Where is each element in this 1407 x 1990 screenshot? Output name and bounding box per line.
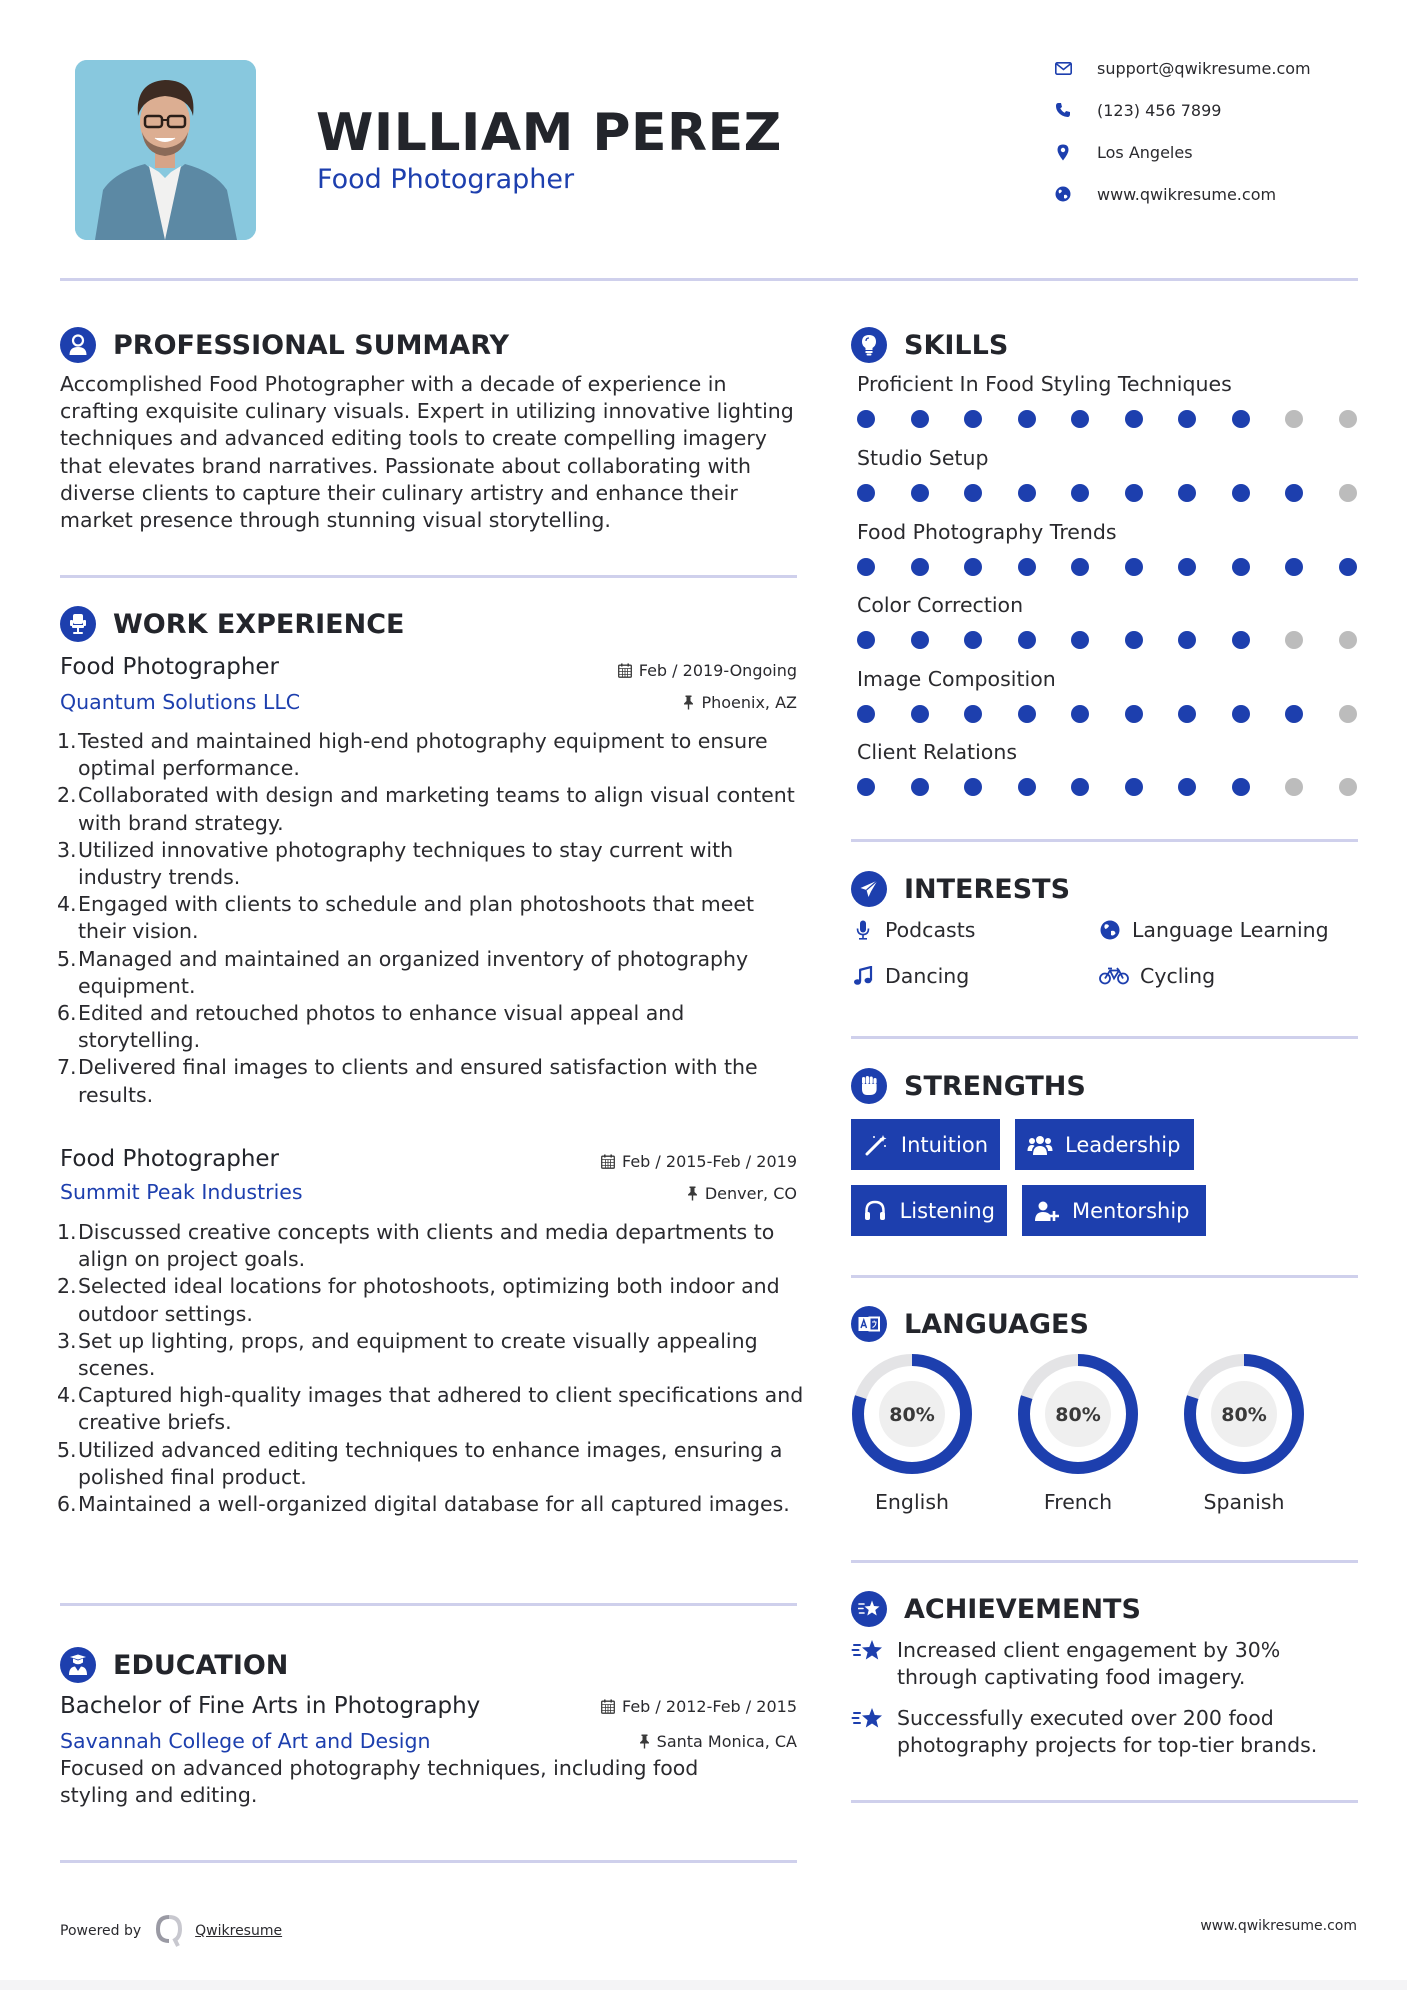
rating-dot-filled — [911, 410, 929, 428]
job-2-bullet: 3. Set up lighting, props, and equipment to create visually appealing scenes. — [57, 1328, 758, 1381]
interest-label: Language Learning — [1132, 918, 1329, 942]
languages-divider — [851, 1560, 1358, 1563]
calendar-icon — [601, 1154, 615, 1169]
location-text: Los Angeles — [1097, 142, 1193, 162]
job-2-dates — [601, 1152, 797, 1171]
interest-label: Podcasts — [885, 918, 976, 942]
rating-dot-empty — [1339, 484, 1357, 502]
strength-leadership — [1015, 1119, 1194, 1170]
translate-icon — [851, 1306, 887, 1342]
rating-dot-empty — [1339, 778, 1357, 796]
chair-icon — [60, 606, 96, 642]
footer-website[interactable]: www.qwikresume.com — [1200, 1918, 1357, 1934]
users-icon — [1027, 1132, 1053, 1158]
rating-dot-filled — [1125, 410, 1143, 428]
rating-dot-filled — [1178, 558, 1196, 576]
strengths-divider — [851, 1275, 1358, 1278]
skill-item — [857, 372, 1357, 428]
rating-dot-filled — [1285, 558, 1303, 576]
calendar-icon — [618, 663, 632, 678]
rating-dot-empty — [1285, 778, 1303, 796]
magic-wand-icon — [863, 1132, 889, 1158]
languages-title: LANGUAGES — [904, 1308, 1089, 1340]
rating-dot-empty — [1339, 410, 1357, 428]
job-1-bullet: 3. Utilized innovative photography techniques to stay current with industry trends. — [57, 837, 734, 890]
skill-label: Image Composition — [857, 667, 1056, 691]
strength-label: Leadership — [1065, 1132, 1181, 1157]
language-label: English — [874, 1490, 950, 1514]
strengths-title: STRENGTHS — [904, 1070, 1086, 1102]
rating-dot-filled — [1178, 631, 1196, 649]
rating-dot-filled — [964, 778, 982, 796]
achievements-title: ACHIEVEMENTS — [904, 1593, 1141, 1625]
experience-title: WORK EXPERIENCE — [113, 608, 405, 640]
user-plus-icon — [1034, 1198, 1060, 1224]
candidate-role: Food Photographer — [317, 164, 575, 195]
rating-dot-filled — [911, 778, 929, 796]
education-dates — [601, 1697, 797, 1716]
language-progress-ring — [1016, 1352, 1140, 1476]
education-divider — [60, 1860, 797, 1863]
powered-by-text: Powered by — [60, 1923, 142, 1939]
phone-icon — [1053, 100, 1073, 120]
skills-divider — [851, 839, 1358, 842]
rating-dot-filled — [964, 558, 982, 576]
rating-dot-filled — [857, 631, 875, 649]
rating-dot-filled — [964, 410, 982, 428]
rating-dot-filled — [1125, 558, 1143, 576]
contact-email[interactable] — [1053, 58, 1311, 78]
rating-dot-filled — [1178, 484, 1196, 502]
rating-dot-filled — [1178, 410, 1196, 428]
shooting-star-icon — [851, 1591, 887, 1627]
pushpin-icon — [687, 1186, 698, 1201]
rating-dot-empty — [1285, 410, 1303, 428]
qwikresume-logo-icon — [155, 1915, 183, 1947]
pushpin-icon — [639, 1734, 650, 1749]
skill-rating — [857, 484, 1357, 502]
job-2-bullet: 5. Utilized advanced editing techniques to enhance images, ensuring a polished final product. — [57, 1437, 783, 1489]
achievements-divider — [851, 1800, 1358, 1803]
rating-dot-filled — [964, 631, 982, 649]
rating-dot-filled — [1071, 778, 1089, 796]
language-progress-ring — [850, 1352, 974, 1476]
skills-title: SKILLS — [904, 329, 1009, 361]
experience-divider — [60, 1603, 797, 1606]
education-heading — [60, 1647, 288, 1683]
rating-dot-filled — [1018, 410, 1036, 428]
globe-icon — [1053, 184, 1073, 204]
summary-text: Accomplished Food Photographer with a decade of experience in crafting exquisite culinary visuals. Expert in utilizing innovative lighting techniques and advanced editing tools to create compelling imagery that elevates brand narratives. Passionate about collaborating with diverse clients to capture their culinary artistry and enhance their market presence through stunning visual storytelling. — [60, 372, 794, 533]
calendar-icon — [601, 1699, 615, 1714]
rating-dot-filled — [911, 705, 929, 723]
rating-dot-filled — [1018, 778, 1036, 796]
interests-heading — [851, 871, 1070, 907]
language-english — [850, 1352, 974, 1514]
pushpin-icon — [683, 695, 694, 710]
rating-dot-filled — [1071, 631, 1089, 649]
rating-dot-filled — [964, 705, 982, 723]
job-2-company: Summit Peak Industries — [60, 1180, 303, 1204]
education-school: Savannah College of Art and Design — [60, 1729, 431, 1753]
skill-label: Proficient In Food Styling Techniques — [857, 372, 1232, 396]
skill-rating — [857, 558, 1357, 576]
job-1-bullet: 2. Collaborated with design and marketing teams to align visual content with brand strategy. — [57, 783, 795, 835]
skill-item — [857, 740, 1357, 796]
education-dates-text: Feb / 2012-Feb / 2015 — [622, 1697, 797, 1716]
skill-rating — [857, 631, 1357, 649]
graduate-icon — [60, 1647, 96, 1683]
skill-label: Color Correction — [857, 593, 1024, 617]
envelope-icon — [1053, 58, 1073, 78]
job-2-bullet: 6. Maintained a well-organized digital database for all captured images. — [57, 1492, 790, 1517]
job-2-bullet: 4. Captured high-quality images that adhered to client specifications and creative briefs. — [57, 1383, 804, 1435]
rating-dot-filled — [1232, 484, 1250, 502]
summary-heading — [60, 327, 509, 363]
strength-intuition — [851, 1119, 1000, 1170]
rating-dot-filled — [1018, 558, 1036, 576]
rating-dot-filled — [1071, 705, 1089, 723]
rating-dot-filled — [857, 705, 875, 723]
skill-rating — [857, 705, 1357, 723]
rating-dot-filled — [857, 410, 875, 428]
map-pin-icon — [1053, 142, 1073, 162]
job-1-title: Food Photographer — [60, 654, 280, 680]
rating-dot-filled — [1018, 631, 1036, 649]
languages-heading — [851, 1306, 1089, 1342]
rating-dot-filled — [911, 631, 929, 649]
interest-cycling — [1098, 964, 1215, 988]
interest-label: Cycling — [1140, 964, 1216, 988]
avatar — [75, 60, 256, 240]
education-degree: Bachelor of Fine Arts in Photography — [60, 1693, 481, 1719]
job-1-bullets — [57, 728, 800, 1109]
phone-text: (123) 456 7899 — [1097, 100, 1222, 120]
language-percent: 80% — [1221, 1404, 1267, 1426]
achievement-item — [851, 1637, 1351, 1691]
language-french — [1016, 1352, 1140, 1514]
page-edge — [0, 1980, 1407, 1990]
strength-mentorship — [1022, 1185, 1206, 1236]
skill-label: Studio Setup — [857, 446, 989, 470]
rating-dot-filled — [1071, 558, 1089, 576]
music-note-icon — [851, 964, 875, 988]
experience-heading — [60, 606, 404, 642]
footer-powered-by — [60, 1915, 282, 1947]
rating-dot-filled — [1018, 484, 1036, 502]
rating-dot-filled — [1232, 558, 1250, 576]
summary-divider — [60, 575, 797, 578]
website-text: www.qwikresume.com — [1097, 184, 1277, 204]
rating-dot-filled — [1071, 484, 1089, 502]
profile-photo — [75, 60, 256, 240]
job-1-location — [683, 693, 797, 712]
summary-title: PROFESSIONAL SUMMARY — [113, 329, 510, 361]
language-progress-ring — [1182, 1352, 1306, 1476]
language-label: French — [1043, 1490, 1113, 1514]
rating-dot-filled — [1232, 631, 1250, 649]
rating-dot-filled — [1232, 410, 1250, 428]
rating-dot-filled — [1125, 705, 1143, 723]
rating-dot-filled — [911, 558, 929, 576]
skill-item — [857, 446, 1357, 502]
skills-heading — [851, 327, 1008, 363]
language-label: Spanish — [1203, 1490, 1285, 1514]
skill-item — [857, 593, 1357, 649]
interests-divider — [851, 1036, 1358, 1039]
job-1-bullet: 5. Managed and maintained an organized inventory of photography equipment. — [57, 946, 749, 998]
job-1-company: Quantum Solutions LLC — [60, 690, 301, 714]
interests-title: INTERESTS — [904, 873, 1071, 905]
bicycle-icon — [1098, 964, 1130, 988]
qwikresume-link[interactable]: Qwikresume — [195, 1923, 283, 1939]
rating-dot-filled — [1125, 631, 1143, 649]
globe-icon — [1098, 918, 1122, 942]
rating-dot-filled — [1178, 778, 1196, 796]
language-percent: 80% — [889, 1404, 935, 1426]
shooting-star-icon — [851, 1637, 887, 1667]
lightbulb-icon — [851, 327, 887, 363]
paper-plane-icon — [851, 871, 887, 907]
education-description: Focused on advanced photography techniques, including food styling and editing. — [60, 1756, 699, 1808]
job-1-bullet: 1. Tested and maintained high-end photography equipment to ensure optimal performance. — [57, 729, 768, 781]
rating-dot-filled — [1178, 705, 1196, 723]
headphones-icon — [863, 1198, 888, 1224]
strength-label: Intuition — [900, 1132, 988, 1157]
contact-website[interactable] — [1053, 184, 1276, 204]
skill-item — [857, 667, 1357, 723]
strengths-heading — [851, 1068, 1086, 1104]
rating-dot-filled — [1071, 410, 1089, 428]
rating-dot-filled — [857, 558, 875, 576]
job-2-location — [687, 1184, 797, 1203]
job-2-bullets — [57, 1219, 805, 1518]
job-2-bullet: 2. Selected ideal locations for photoshoots, optimizing both indoor and outdoor settings. — [57, 1274, 780, 1326]
microphone-icon — [851, 918, 875, 942]
job-1-bullet: 7. Delivered final images to clients and ensured satisfaction with the results. — [57, 1055, 758, 1107]
strength-listening — [851, 1185, 1007, 1236]
job-2-title: Food Photographer — [60, 1146, 280, 1172]
job-2-dates-text: Feb / 2015-Feb / 2019 — [622, 1152, 797, 1171]
job-1-dates — [618, 661, 797, 680]
job-1-bullet: 6. Edited and retouched photos to enhance visual appeal and storytelling. — [57, 1001, 685, 1053]
rating-dot-filled — [857, 484, 875, 502]
rating-dot-filled — [1232, 778, 1250, 796]
rating-dot-filled — [1339, 558, 1357, 576]
contact-phone[interactable] — [1053, 100, 1221, 120]
rating-dot-filled — [1285, 484, 1303, 502]
achievement-text: Successfully executed over 200 food photography projects for top-tier brands. — [897, 1706, 1318, 1757]
header-divider — [60, 278, 1358, 281]
education-location — [639, 1732, 797, 1751]
achievements-heading — [851, 1591, 1141, 1627]
skill-label: Food Photography Trends — [857, 520, 1117, 544]
education-location-text: Santa Monica, CA — [656, 1732, 797, 1751]
rating-dot-filled — [1125, 484, 1143, 502]
job-1-bullet: 4. Engaged with clients to schedule and plan photoshoots that meet their vision. — [57, 892, 755, 944]
user-icon — [60, 327, 96, 363]
job-2-bullet: 1. Discussed creative concepts with clients and media departments to align on project goals. — [57, 1220, 775, 1272]
rating-dot-filled — [911, 484, 929, 502]
strength-label: Listening — [899, 1198, 995, 1223]
achievement-text: Increased client engagement by 30% through captivating food imagery. — [897, 1638, 1281, 1689]
rating-dot-filled — [1285, 705, 1303, 723]
contact-location — [1053, 142, 1193, 162]
skill-rating — [857, 778, 1357, 796]
rating-dot-filled — [1125, 778, 1143, 796]
job-2-location-text: Denver, CO — [704, 1184, 797, 1203]
language-percent: 80% — [1055, 1404, 1101, 1426]
strength-label: Mentorship — [1072, 1198, 1190, 1223]
interest-language-learning — [1098, 918, 1329, 942]
skill-item — [857, 520, 1357, 576]
email-text: support@qwikresume.com — [1097, 58, 1311, 78]
interest-dancing — [851, 964, 969, 988]
rating-dot-filled — [857, 778, 875, 796]
rating-dot-filled — [964, 484, 982, 502]
rating-dot-empty — [1339, 631, 1357, 649]
interest-label: Dancing — [885, 964, 970, 988]
job-1-dates-text: Feb / 2019-Ongoing — [638, 661, 797, 680]
shooting-star-icon — [851, 1705, 887, 1735]
rating-dot-empty — [1339, 705, 1357, 723]
candidate-name: WILLIAM PEREZ — [316, 103, 782, 163]
rating-dot-empty — [1285, 631, 1303, 649]
skill-label: Client Relations — [857, 740, 1018, 764]
interest-podcasts — [851, 918, 975, 942]
language-spanish — [1182, 1352, 1306, 1514]
rating-dot-filled — [1232, 705, 1250, 723]
achievement-item — [851, 1705, 1351, 1759]
fist-icon — [851, 1068, 887, 1104]
rating-dot-filled — [1018, 705, 1036, 723]
job-1-location-text: Phoenix, AZ — [701, 693, 797, 712]
education-title: EDUCATION — [113, 1649, 289, 1681]
skill-rating — [857, 410, 1357, 428]
